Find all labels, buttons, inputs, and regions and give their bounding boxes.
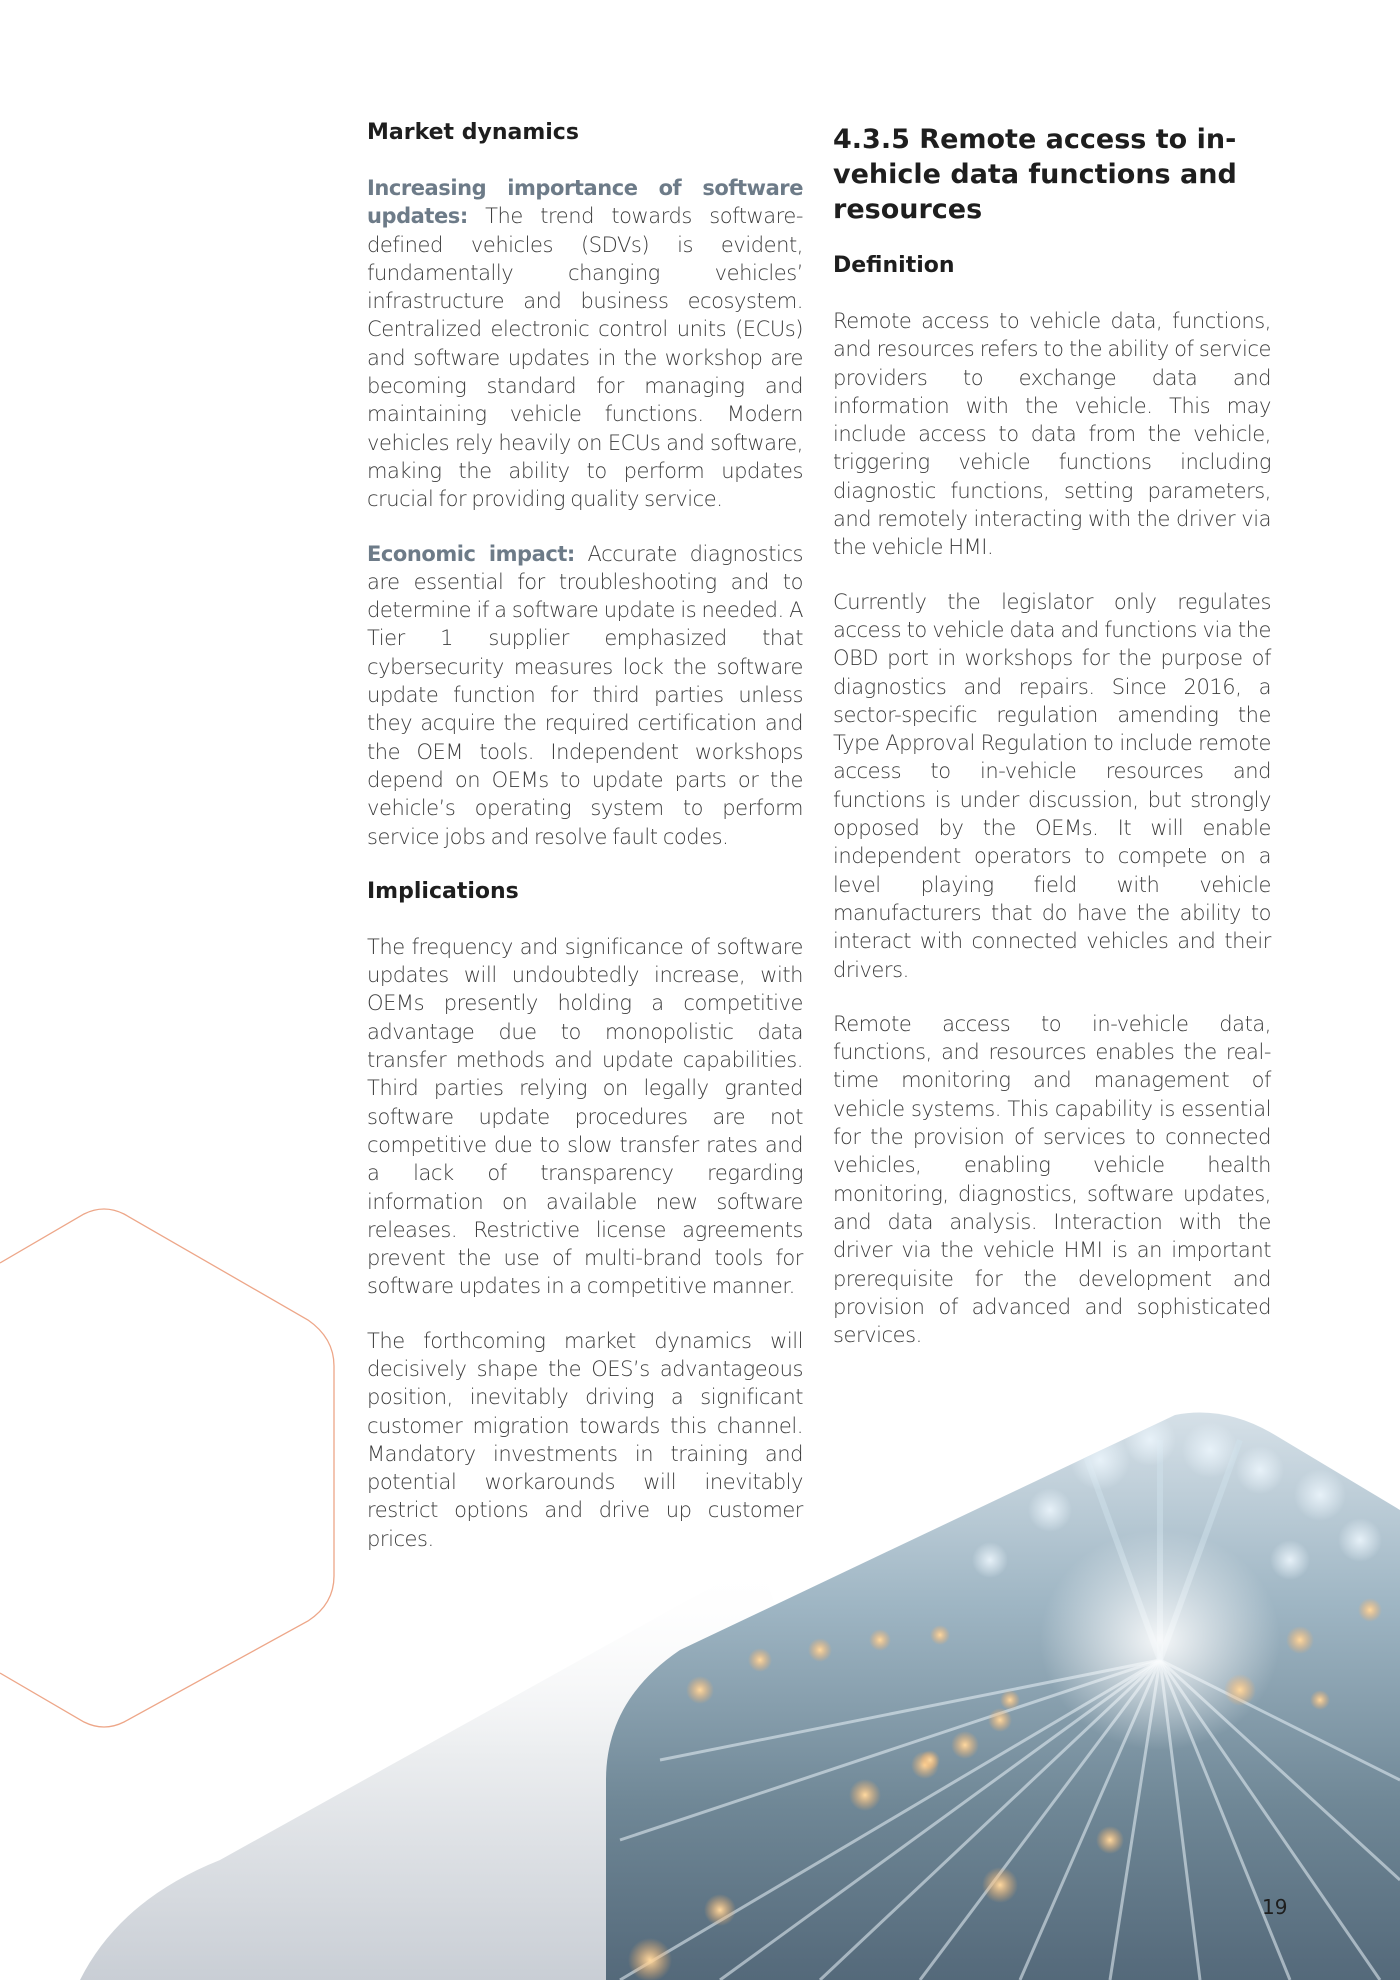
definition-paragraph-3: Remote access to in-vehicle data, functions, and resources enables the real-time monitoring and management of vehicle systems. This capability is essential for the provision of services to connected vehicles, enabling vehicle health monitoring, diagnostics, software updates, and data analysis. Interaction with the driver via the vehicle HMI is an important prerequisite for the development and provision of advanced and sophisticated services. (833, 1011, 1271, 1348)
economic-impact-paragraph (367, 540, 803, 851)
definition-paragraph-2: Currently the legislator only regulates access to vehicle data and functions via the OBD port in workshops for the purpose of diagnostics and repairs. Since 2016, a sector-specific regulation amending the Type Approval Regulation to include remote access to in-vehicle resources and functions is under discussion, but strongly opposed by the OEMs. It will enable independent operators to compete on a level playing field with vehicle manufacturers that do have the ability to interact with connected vehicles and their drivers. (833, 589, 1271, 982)
left-column (367, 118, 803, 1579)
implications-heading: Implications (367, 878, 519, 904)
software-updates-body: The trend towards software-defined vehicles (SDVs) is evident, fundamentally changing vehicles’ infrastructure and business ecosystem. Centralized electronic control units (ECUs) and software updates in the workshop are becoming standard for managing and maintaining vehicle functions. Modern vehicles rely heavily on ECUs and software, making the ability to perform updates crucial for providing quality service. (367, 204, 803, 512)
software-updates-paragraph (367, 174, 803, 514)
definition-heading: Definition (833, 253, 955, 278)
economic-impact-body: Accurate diagnostics are essential for troubleshooting and to determine if a software update is needed. A Tier 1 supplier emphasized that cybersecurity measures lock the software update function for third parties unless they acquire the required certification and the OEM tools. Independent workshops depend on OEMs to update parts or the vehicle’s operating system to perform service jobs and resolve fault codes. (367, 541, 803, 849)
software-updates-lead: Increasing importance of software updates: (367, 176, 803, 229)
section-title: 4.3.5 Remote access to in-vehicle data functions and resources (833, 124, 1237, 225)
implications-paragraph-2: The forthcoming market dynamics will decisively shape the OES’s advantageous position, inevitably driving a significant customer migration towards this channel. Mandatory investments in training and potential workarounds will inevitably restrict options and drive up customer prices. (367, 1328, 803, 1551)
market-dynamics-heading: Market dynamics (367, 120, 579, 145)
economic-impact-lead: Economic impact: (367, 541, 575, 566)
implications-paragraph-1: The frequency and significance of software updates will undoubtedly increase, with OEMs presently holding a competitive advantage due to monopolistic data transfer methods and update capabilities. Third parties relying on legally granted software update procedures are not competitive due to slow transfer rates and a lack of transparency regarding information on available new software releases. Restrictive license agreements prevent the use of multi-brand tools for software updates in a competitive manner. (367, 934, 803, 1299)
page-number: 19 (1262, 1895, 1288, 1919)
definition-paragraph-1: Remote access to vehicle data, functions, and resources refers to the ability of service providers to exchange data and information with the vehicle. This may include access to data from the vehicle, triggering vehicle functions including diagnostic functions, setting parameters, and remotely interacting with the driver via the vehicle HMI. (833, 309, 1271, 560)
right-column (833, 118, 1271, 1375)
